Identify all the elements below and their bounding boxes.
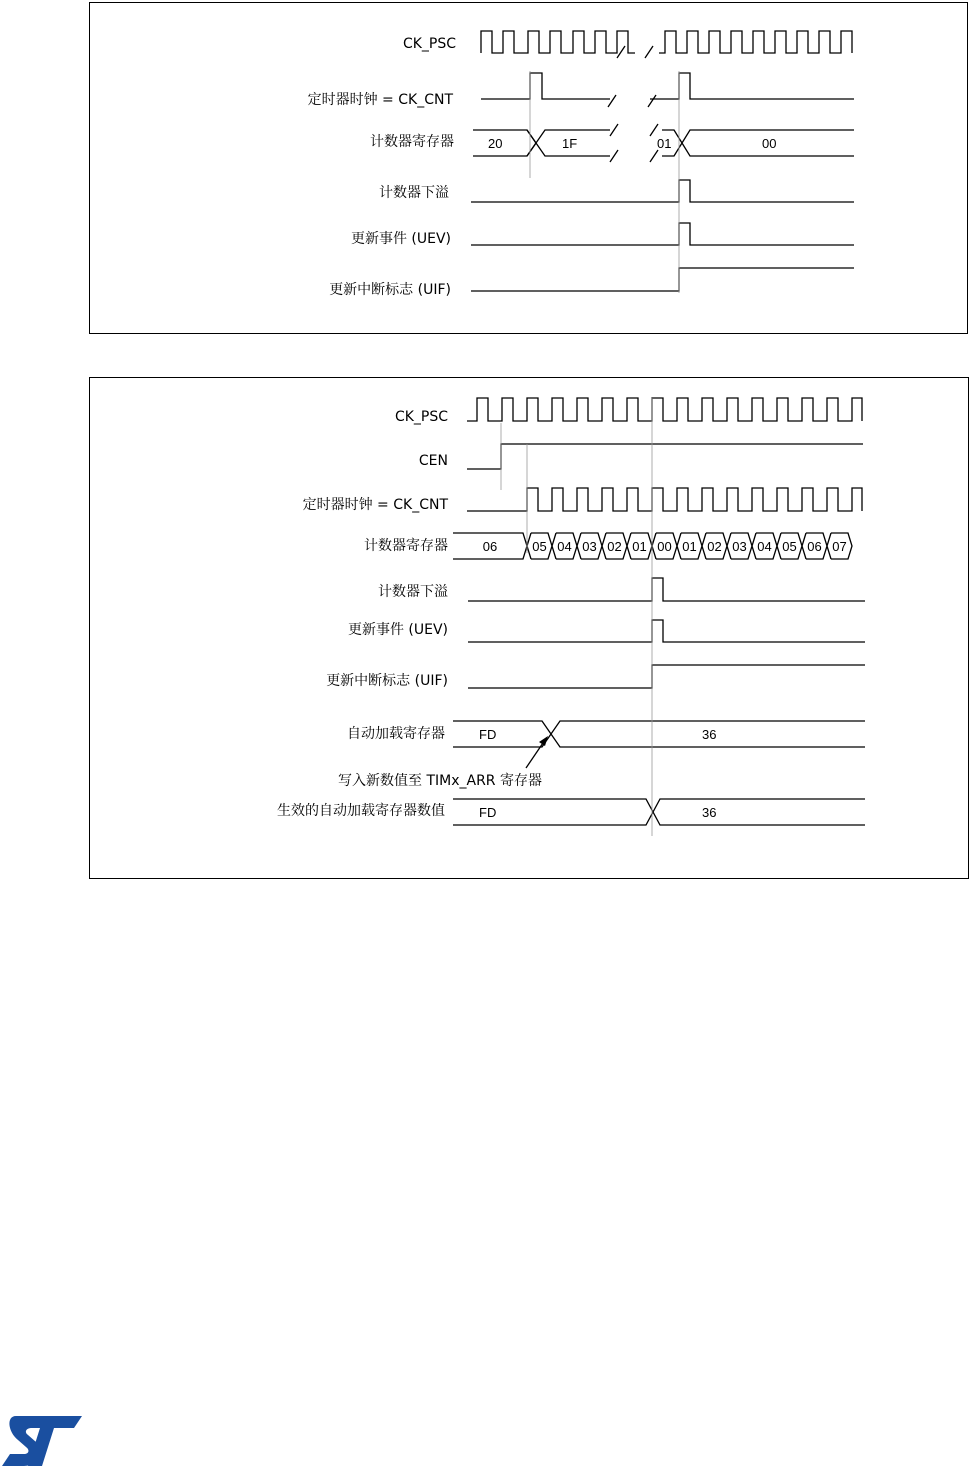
arr-label: 自动加载寄存器 (347, 726, 445, 742)
counter-value: 03 (732, 539, 747, 554)
write-arrow (526, 740, 545, 768)
uev-waveform (468, 620, 865, 642)
counter-value: 07 (832, 539, 847, 554)
ck-psc-label: CK_PSC (394, 409, 448, 425)
counter-underflow-label: 计数器下溢 (378, 584, 448, 600)
uev-label: 更新事件 (UEV) (347, 622, 448, 638)
arr-value-new: 36 (702, 727, 717, 742)
uif-label: 更新中断标志 (UIF) (326, 673, 448, 689)
ck-psc-label: CK_PSC (402, 36, 456, 52)
ck-psc-waveform-right (659, 31, 852, 53)
counter-value-2: 1F (562, 136, 578, 151)
counter-value: 03 (582, 539, 597, 554)
counter-value: 04 (757, 539, 772, 554)
ck-cnt-label: 定时器时钟 = CK_CNT (307, 92, 453, 108)
timing-diagram-2 (89, 377, 969, 879)
uif-waveform (471, 268, 854, 291)
write-note: 写入新数值至 TIMx_ARR 寄存器 (338, 773, 542, 789)
counter-value: 00 (657, 539, 672, 554)
cen-label: CEN (418, 453, 448, 469)
counter-underflow-waveform (468, 578, 865, 601)
counter-value: 04 (557, 539, 572, 554)
counter-register-bus (453, 533, 852, 559)
uif-label: 更新中断标志 (UIF) (329, 282, 451, 298)
effective-arr-label: 生效的自动加载寄存器数值 (277, 803, 445, 819)
uev-waveform (471, 223, 854, 245)
counter-value-4: 00 (762, 136, 777, 151)
timing-diagram-1 (89, 2, 968, 334)
timing-diagram-1-svg (90, 3, 969, 335)
counter-value: 06 (482, 539, 498, 554)
st-logo-mark (2, 1416, 82, 1466)
ck-cnt-label: 定时器时钟 = CK_CNT (302, 497, 448, 513)
st-logo (2, 1414, 84, 1468)
counter-value: 02 (607, 539, 622, 554)
timing-diagram-2-svg (90, 378, 970, 880)
counter-register-bus-1 (473, 130, 536, 156)
effective-arr-value-old: FD (479, 805, 497, 820)
counter-value: 06 (807, 539, 822, 554)
counter-value: 01 (682, 539, 697, 554)
counter-value: 02 (707, 539, 722, 554)
ck-cnt-break-mark (608, 95, 656, 107)
counter-register-label: 计数器寄存器 (370, 134, 454, 150)
counter-value: 01 (632, 539, 647, 554)
ck-cnt-waveform (481, 73, 854, 99)
arr-bus (453, 721, 865, 747)
arr-value-old: FD (479, 727, 497, 742)
counter-register-break (610, 124, 658, 162)
effective-arr-value-new: 36 (702, 805, 717, 820)
uif-waveform (468, 665, 865, 688)
cen-waveform (467, 444, 863, 469)
counter-value-3: 01 (657, 136, 672, 151)
counter-value: 05 (782, 539, 797, 554)
counter-underflow-waveform (471, 180, 854, 202)
counter-value-1: 20 (488, 136, 503, 151)
ck-psc-waveform (467, 398, 862, 421)
effective-arr-bus (453, 799, 865, 825)
counter-register-label: 计数器寄存器 (364, 538, 448, 554)
ck-cnt-waveform (467, 488, 862, 511)
counter-value: 05 (532, 539, 547, 554)
counter-underflow-label: 计数器下溢 (379, 185, 449, 201)
ck-psc-break-mark (617, 46, 653, 58)
uev-label: 更新事件 (UEV) (350, 231, 451, 247)
ck-psc-waveform-left (481, 31, 635, 53)
counter-register-bus-3 (662, 130, 854, 156)
